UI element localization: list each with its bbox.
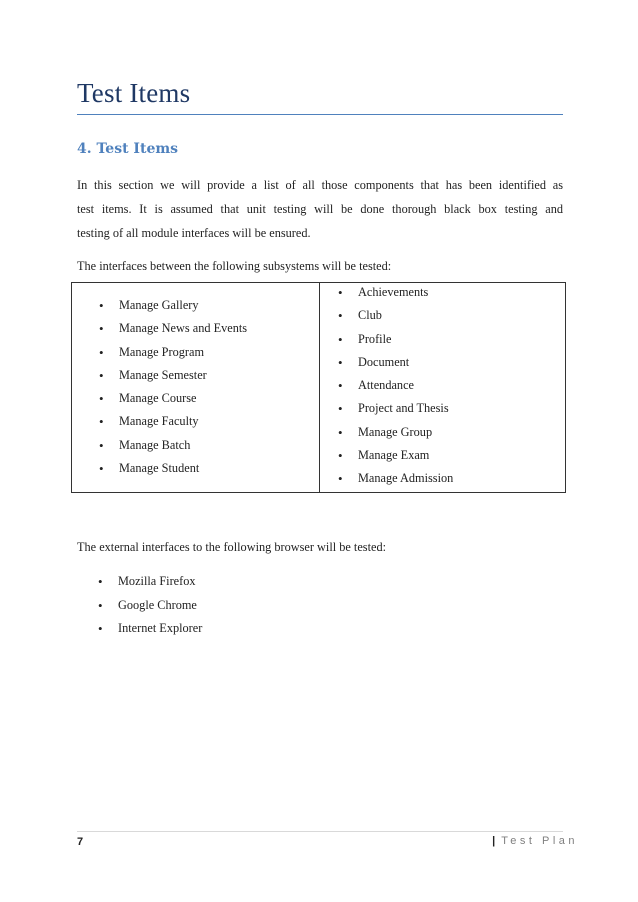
bullet-icon: • <box>99 367 104 383</box>
subsystems-table <box>71 282 566 493</box>
list-item: • Google Chrome <box>98 594 202 618</box>
subsystems-intro: The interfaces between the following subsystems will be tested: <box>77 259 392 273</box>
footer-rule <box>77 831 563 832</box>
intro-line-2: test items. It is assumed that unit testing will be done thorough black box testing and <box>77 202 563 216</box>
table-column-divider <box>319 283 320 492</box>
bullet-icon: • <box>99 391 104 407</box>
footer-doc-title: Test Plan <box>501 835 578 847</box>
bullet-icon: • <box>99 414 104 430</box>
list-item: • Manage Course <box>99 387 247 410</box>
list-item: • Mozilla Firefox <box>98 570 202 594</box>
list-item: • Manage Gallery <box>99 294 247 317</box>
list-item: • Manage Student <box>99 457 247 480</box>
list-item: • Manage Group <box>338 421 453 444</box>
bullet-icon: • <box>98 621 103 636</box>
list-item: • Internet Explorer <box>98 617 202 641</box>
intro-line-3: testing of all module interfaces will be ensured. <box>77 226 311 240</box>
bullet-icon: • <box>338 471 343 487</box>
bullet-icon: • <box>99 321 104 337</box>
list-item: • Manage Semester <box>99 364 247 387</box>
bullet-icon: • <box>338 331 343 347</box>
bullet-icon: • <box>338 448 343 464</box>
bullet-icon: • <box>99 437 104 453</box>
bullet-icon: • <box>98 597 103 613</box>
bullet-icon: • <box>99 461 104 477</box>
bullet-icon: • <box>338 308 343 324</box>
list-item: • Club <box>338 304 453 327</box>
browser-list <box>98 570 202 641</box>
bullet-icon: • <box>99 344 104 360</box>
page-heading: Test Items <box>77 78 191 108</box>
list-item: • Manage Batch <box>99 434 247 457</box>
list-item: • Manage Program <box>99 341 247 364</box>
footer-title <box>492 835 578 847</box>
list-item: • Manage Admission <box>338 467 453 490</box>
list-item: • Manage Exam <box>338 444 453 467</box>
list-item: • Manage News and Events <box>99 317 247 340</box>
list-item: • Achievements <box>338 281 453 304</box>
bullet-icon: • <box>338 354 343 370</box>
intro-paragraph <box>77 173 563 245</box>
subsystems-left-list <box>99 294 247 480</box>
section-heading: 4. Test Items <box>77 141 179 157</box>
bullet-icon: • <box>99 298 104 313</box>
bullet-icon: • <box>338 424 343 440</box>
list-item: • Manage Faculty <box>99 410 247 433</box>
page-number: 7 <box>77 836 84 848</box>
list-item: • Document <box>338 351 453 374</box>
bullet-icon: • <box>338 285 343 300</box>
bullet-icon: • <box>338 401 343 417</box>
bullet-icon: • <box>98 574 103 589</box>
bullet-icon: • <box>338 378 343 394</box>
intro-line-1: In this section we will provide a list of all those components that has been identified as <box>77 178 563 192</box>
list-item: • Profile <box>338 328 453 351</box>
list-item: • Attendance <box>338 374 453 397</box>
heading-underline <box>77 114 563 115</box>
list-item: • Project and Thesis <box>338 397 453 420</box>
footer-separator: | <box>492 835 496 847</box>
subsystems-right-list <box>338 281 453 491</box>
external-intro: The external interfaces to the following browser will be tested: <box>77 540 387 554</box>
